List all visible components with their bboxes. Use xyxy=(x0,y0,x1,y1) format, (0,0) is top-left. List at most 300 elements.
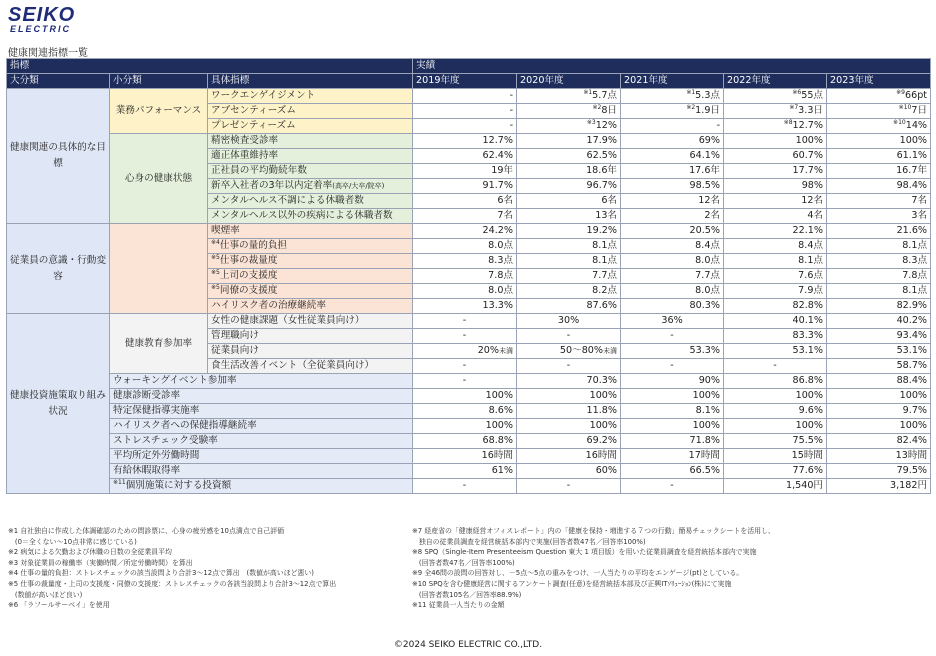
header-year: 2019年度 xyxy=(413,74,517,89)
indicator-label xyxy=(110,449,413,464)
value-text: 100% xyxy=(485,420,514,431)
indicator-label xyxy=(208,134,413,149)
table-row xyxy=(7,404,931,419)
footnote-ref: ※2 xyxy=(686,104,696,111)
value-cell xyxy=(517,299,621,314)
value-text: 20% xyxy=(477,345,500,356)
value-cell xyxy=(517,209,621,224)
indicator-label xyxy=(110,404,413,419)
value-text: 64.1% xyxy=(689,150,721,161)
value-cell xyxy=(517,269,621,284)
value-text: - xyxy=(773,360,777,371)
value-cell xyxy=(413,284,517,299)
value-text: 53.1% xyxy=(896,345,928,356)
value-text: 16時間 xyxy=(585,450,618,461)
indicator-label-text: 管理職向け xyxy=(211,330,259,341)
value-text: 88.4% xyxy=(896,375,928,386)
indicator-label-text: ハイリスク者の治療継続率 xyxy=(211,300,326,311)
footnote-ref: ※5 xyxy=(211,269,220,276)
value-cell xyxy=(517,104,621,119)
value-text: 98.4% xyxy=(896,180,928,191)
indicator-label-text: ストレスチェック受験率 xyxy=(113,435,218,446)
value-cell xyxy=(413,194,517,209)
value-cell xyxy=(413,269,517,284)
value-text: 77.6% xyxy=(792,465,824,476)
value-text: 93.4% xyxy=(896,330,928,341)
value-text: 9.7% xyxy=(902,405,928,416)
value-cell xyxy=(517,284,621,299)
footnote-ref: ※2 xyxy=(592,104,602,111)
value-cell xyxy=(413,404,517,419)
value-text: 62.5% xyxy=(586,150,618,161)
indicator-label-text: ハイリスク者への保健指導継続率 xyxy=(113,420,257,431)
value-cell xyxy=(827,299,931,314)
header-major: 大分類 xyxy=(7,74,110,89)
minor-category: 業務パフォーマンス xyxy=(110,89,208,134)
table-row xyxy=(7,479,931,494)
value-cell xyxy=(724,419,827,434)
value-text: 17.6年 xyxy=(689,165,721,176)
value-text: 8.3点 xyxy=(902,255,928,266)
value-cell xyxy=(621,419,724,434)
value-text: 8日 xyxy=(601,105,618,116)
value-cell xyxy=(621,449,724,464)
value-cell xyxy=(413,359,517,374)
value-text: 12名 xyxy=(698,195,721,206)
table-row xyxy=(7,374,931,389)
footnote-ref: ※10 xyxy=(893,119,906,126)
value-cell xyxy=(517,344,621,359)
major-category: 健康関連の具体的な目標 xyxy=(7,89,110,224)
value-text: 17.7% xyxy=(792,165,824,176)
table-row xyxy=(7,434,931,449)
indicator-label xyxy=(110,434,413,449)
value-text: 82.9% xyxy=(896,300,928,311)
value-cell xyxy=(724,269,827,284)
value-cell xyxy=(827,434,931,449)
indicator-label xyxy=(208,149,413,164)
indicator-label xyxy=(208,344,413,359)
value-text: 69% xyxy=(698,135,721,146)
indicator-label xyxy=(110,479,413,494)
value-text: 61% xyxy=(491,465,514,476)
value-cell xyxy=(413,149,517,164)
value-cell xyxy=(724,329,827,344)
value-cell xyxy=(621,329,724,344)
value-cell xyxy=(517,449,621,464)
value-text: 36% xyxy=(661,315,683,326)
value-cell xyxy=(621,119,724,134)
value-text: 8.2点 xyxy=(592,285,618,296)
indicator-label-text: 同僚の支援度 xyxy=(219,285,278,296)
value-text: 82.4% xyxy=(896,435,928,446)
indicator-label xyxy=(208,239,413,254)
value-cell xyxy=(827,389,931,404)
value-cell xyxy=(827,89,931,104)
value-text: 8.1点 xyxy=(592,255,618,266)
indicator-label-text: 精密検査受診率 xyxy=(211,135,279,146)
value-cell xyxy=(621,224,724,239)
value-text: 61.1% xyxy=(896,150,928,161)
value-text: 100% xyxy=(692,420,721,431)
indicator-label-text: 女性の健康課題（女性従業員向け） xyxy=(211,315,365,326)
indicator-label xyxy=(110,374,413,389)
value-text: 100% xyxy=(899,390,928,401)
value-cell xyxy=(413,434,517,449)
value-cell xyxy=(827,179,931,194)
indicator-label-text: 従業員向け xyxy=(211,345,259,356)
value-text: 100% xyxy=(899,135,928,146)
indicator-label xyxy=(208,224,413,239)
value-cell xyxy=(413,464,517,479)
minor-category: 健康教育参加率 xyxy=(110,314,208,374)
footnote-line: ※3 対象従業員の稼働率（実働時間／所定労働時間）を算出 xyxy=(8,558,193,567)
value-text: 62.4% xyxy=(482,150,514,161)
value-text: 17.9% xyxy=(586,135,618,146)
footnote-line: (回答者数47名／回答率100%) xyxy=(412,558,515,567)
indicator-label xyxy=(208,314,413,329)
value-text: - xyxy=(462,360,467,371)
value-text: 1.9日 xyxy=(695,105,721,116)
value-cell xyxy=(517,254,621,269)
value-text: 16時間 xyxy=(481,450,514,461)
footnote-line: ※11 従業員一人当たりの金額 xyxy=(412,601,505,610)
value-text: 58.7% xyxy=(896,360,928,371)
value-text: 7.7点 xyxy=(695,270,721,281)
value-cell xyxy=(621,404,724,419)
value-cell xyxy=(517,239,621,254)
value-text: 17時間 xyxy=(688,450,721,461)
value-text: 91.7% xyxy=(482,180,514,191)
value-cell xyxy=(413,119,517,134)
value-text: 5.7点 xyxy=(592,90,618,101)
major-category: 健康投資施策取り組み状況 xyxy=(7,314,110,494)
value-cell xyxy=(621,179,724,194)
indicator-label-text: 仕事の裁量度 xyxy=(219,255,278,266)
footnote-ref: ※5 xyxy=(211,284,220,291)
footnote-ref: ※6 xyxy=(792,89,802,96)
value-text: 8.1点 xyxy=(902,240,928,251)
value-cell xyxy=(827,224,931,239)
company-logo xyxy=(8,6,118,32)
value-cell xyxy=(413,449,517,464)
value-cell xyxy=(517,314,621,329)
value-text: 96.7% xyxy=(586,180,618,191)
value-text: - xyxy=(670,360,674,371)
value-text: - xyxy=(462,330,467,341)
indicator-label-text: 有給休暇取得率 xyxy=(113,465,181,476)
value-cell xyxy=(621,134,724,149)
value-text: 22.1% xyxy=(792,225,824,236)
value-cell xyxy=(827,119,931,134)
indicator-label xyxy=(208,209,413,224)
value-text: 100% xyxy=(795,420,824,431)
value-cell xyxy=(827,149,931,164)
indicator-label-text: 適正体重維持率 xyxy=(211,150,279,161)
value-text: 8.4点 xyxy=(695,240,721,251)
value-cell xyxy=(724,149,827,164)
value-text: 98% xyxy=(801,180,824,191)
value-text: 100% xyxy=(589,420,618,431)
value-text: 7名 xyxy=(911,195,928,206)
value-text: 100% xyxy=(589,390,618,401)
header-actual: 実績 xyxy=(413,59,931,74)
value-cell xyxy=(517,224,621,239)
value-text: 79.5% xyxy=(896,465,928,476)
value-text: 8.0点 xyxy=(695,285,721,296)
value-cell xyxy=(621,104,724,119)
header-row-1 xyxy=(7,59,931,74)
indicator-label-text: アブセンティーズム xyxy=(211,105,296,116)
value-cell xyxy=(724,209,827,224)
table-row xyxy=(7,134,931,149)
value-text: 8.1% xyxy=(695,405,721,416)
value-cell xyxy=(621,164,724,179)
value-cell xyxy=(724,434,827,449)
header-indicator: 指標 xyxy=(7,59,413,74)
value-text: 12.7% xyxy=(482,135,514,146)
value-text: 7.8点 xyxy=(488,270,514,281)
value-text: 19.2% xyxy=(586,225,618,236)
value-cell xyxy=(827,269,931,284)
value-text: 66pt xyxy=(904,90,928,101)
value-cell xyxy=(413,479,517,494)
indicator-label-text: メンタルヘルス不調による休職者数 xyxy=(211,195,364,206)
value-text: 8.0点 xyxy=(488,285,514,296)
major-category: 従業員の意識・行動変容 xyxy=(7,224,110,314)
footnote-line: 独自の従業員調査を経営統括本部内で実施(回答者数47名／回答率100%) xyxy=(412,537,646,546)
value-cell xyxy=(413,344,517,359)
logo-line2: ELECTRIC xyxy=(10,24,71,34)
value-cell xyxy=(724,479,827,494)
value-cell xyxy=(827,374,931,389)
notes-left xyxy=(8,526,398,611)
value-cell xyxy=(413,314,517,329)
indicator-label xyxy=(208,179,413,194)
footnote-line: ※5 仕事の裁量度・上司の支援度・同僚の支援度：ストレスチェックの各該当設問より合計3～12点で算出 xyxy=(8,579,337,588)
value-text: 8.0点 xyxy=(695,255,721,266)
value-cell xyxy=(724,89,827,104)
value-text: 7.7点 xyxy=(592,270,618,281)
indicator-label xyxy=(110,419,413,434)
value-text: - xyxy=(509,90,514,101)
value-text: - xyxy=(716,120,721,131)
value-cell xyxy=(621,344,724,359)
value-cell xyxy=(827,314,931,329)
value-text: 7日 xyxy=(911,105,928,116)
minor-category: 心身の健康状態 xyxy=(110,134,208,224)
value-text: 13時間 xyxy=(895,450,928,461)
table-row xyxy=(7,464,931,479)
value-text: 100% xyxy=(795,390,824,401)
value-cell xyxy=(827,209,931,224)
indicator-label xyxy=(208,119,413,134)
indicator-label-text: 上司の支援度 xyxy=(219,270,278,281)
indicator-label xyxy=(208,269,413,284)
header-year: 2021年度 xyxy=(621,74,724,89)
value-cell xyxy=(413,134,517,149)
value-text: 70.3% xyxy=(586,375,618,386)
value-text: - xyxy=(566,360,571,371)
value-text: 3名 xyxy=(911,210,928,221)
value-text: - xyxy=(509,120,514,131)
header-specific: 具体指標 xyxy=(208,74,413,89)
indicator-label-text: メンタルヘルス以外の疾病による休職者数 xyxy=(211,210,393,221)
value-cell xyxy=(517,149,621,164)
table-row xyxy=(7,419,931,434)
indicator-label xyxy=(208,89,413,104)
value-text: 20.5% xyxy=(689,225,721,236)
indicator-label-text: 特定保健指導実施率 xyxy=(113,405,200,416)
indicator-label-text: プレゼンティーズム xyxy=(211,120,296,131)
indicator-label-text: ウォーキングイベント参加率 xyxy=(113,375,237,386)
footnote-line: ※6 「ラフールサーベイ」を使用 xyxy=(8,601,110,610)
indicator-label xyxy=(208,284,413,299)
value-text: 75.5% xyxy=(792,435,824,446)
value-text: 80.3% xyxy=(689,300,721,311)
indicator-label-text: 正社員の平均勤続年数 xyxy=(211,165,307,176)
value-cell xyxy=(724,164,827,179)
value-text: 69.2% xyxy=(586,435,618,446)
value-text: - xyxy=(566,480,571,491)
value-text: 8.1点 xyxy=(592,240,618,251)
value-cell xyxy=(724,389,827,404)
value-cell xyxy=(621,254,724,269)
value-cell xyxy=(517,119,621,134)
value-text: 8.1点 xyxy=(798,255,824,266)
value-text: 53.1% xyxy=(792,345,824,356)
value-cell xyxy=(621,359,724,374)
value-cell xyxy=(517,389,621,404)
logo-line1: SEIKO xyxy=(8,4,76,26)
value-text: 14% xyxy=(905,120,928,131)
value-cell xyxy=(517,194,621,209)
value-text: 8.1点 xyxy=(902,285,928,296)
value-cell xyxy=(724,284,827,299)
value-text: 21.6% xyxy=(896,225,928,236)
value-text: 68.8% xyxy=(482,435,514,446)
value-cell xyxy=(517,419,621,434)
value-unit: 未満 xyxy=(499,347,514,355)
value-text: 98.5% xyxy=(689,180,721,191)
footnote-ref: ※5 xyxy=(211,254,220,261)
value-text: - xyxy=(670,330,674,341)
value-cell xyxy=(827,359,931,374)
footnote-line: (0＝全くない～10点非常に感じている) xyxy=(8,537,137,546)
value-cell xyxy=(413,239,517,254)
indicator-label-note: (高卒/大卒/院卒) xyxy=(332,182,385,190)
value-cell xyxy=(827,254,931,269)
value-text: 8.0点 xyxy=(488,240,514,251)
value-text: 53.3% xyxy=(689,345,721,356)
value-cell xyxy=(621,434,724,449)
footnote-line: ※10 SPQを含む健康経営に関するアンケート調査(任意)を経営統括本部及び正興ITｿﾘｭｰｼｮﾝ(株)にて実施 xyxy=(412,579,732,588)
copyright-footer: ©2024 SEIKO ELECTRIC CO.,LTD. xyxy=(393,640,543,650)
header-year: 2022年度 xyxy=(724,74,827,89)
value-cell xyxy=(413,89,517,104)
value-cell xyxy=(724,239,827,254)
indicator-label xyxy=(208,359,413,374)
value-text: 8.6% xyxy=(488,405,514,416)
value-cell xyxy=(827,194,931,209)
value-text: 100% xyxy=(795,135,824,146)
value-text: 12名 xyxy=(801,195,824,206)
value-text: 71.8% xyxy=(689,435,721,446)
value-cell xyxy=(517,434,621,449)
footnote-ref: ※9 xyxy=(896,89,905,96)
value-cell xyxy=(621,89,724,104)
value-text: 12.7% xyxy=(792,120,824,131)
value-text: 55点 xyxy=(801,90,824,101)
value-text: 90% xyxy=(698,375,721,386)
value-cell xyxy=(724,179,827,194)
footnote-line: ※9 全46問の設問の回答対し、－5点～5点の重みをつけ、一人当たりの平均をエンゲージ(pt)としている。 xyxy=(412,569,744,578)
value-cell xyxy=(827,419,931,434)
footnote-ref: ※11 xyxy=(113,479,126,486)
value-cell xyxy=(724,314,827,329)
footnote-line: (数値が高いほど良い) xyxy=(8,590,83,599)
value-cell xyxy=(413,419,517,434)
value-cell xyxy=(413,209,517,224)
header-year: 2023年度 xyxy=(827,74,931,89)
value-cell xyxy=(621,239,724,254)
footnote-ref: ※8 xyxy=(783,119,793,126)
footnote-line: ※7 経産省の「健康経営オフィスレポート」内の「健康を保持・増進する７つの行動」簡易チェックシートを活用し、 xyxy=(412,527,775,535)
footnote-ref: ※7 xyxy=(789,104,799,111)
value-cell xyxy=(621,269,724,284)
header-row-2 xyxy=(7,74,931,89)
value-cell xyxy=(621,194,724,209)
value-cell xyxy=(724,119,827,134)
footnote-line: (回答者数105名／回答率88.9%) xyxy=(412,590,522,599)
value-cell xyxy=(827,329,931,344)
footnote-line: ※4 仕事の量的負担：ストレスチェックの該当設問より合計3～12点で算出 (数値が高いほど悪い) xyxy=(8,569,314,578)
table-row xyxy=(7,389,931,404)
value-cell xyxy=(724,449,827,464)
table-row xyxy=(7,89,931,104)
notes-right xyxy=(412,526,932,611)
indicator-label xyxy=(208,299,413,314)
value-cell xyxy=(827,134,931,149)
value-cell xyxy=(827,479,931,494)
value-text: 6名 xyxy=(601,195,618,206)
value-text: 4名 xyxy=(807,210,824,221)
value-text: 7.9点 xyxy=(798,285,824,296)
value-cell xyxy=(621,149,724,164)
value-text: 60% xyxy=(595,465,618,476)
footnote-ref: ※1 xyxy=(686,89,696,96)
value-cell xyxy=(724,254,827,269)
value-cell xyxy=(724,404,827,419)
value-text: 24.2% xyxy=(482,225,514,236)
value-cell xyxy=(724,344,827,359)
value-text: - xyxy=(566,330,571,341)
indicator-label xyxy=(110,389,413,404)
value-cell xyxy=(413,254,517,269)
table-row xyxy=(7,224,931,239)
value-cell xyxy=(517,359,621,374)
header-minor: 小分類 xyxy=(110,74,208,89)
minor-category xyxy=(110,224,208,314)
value-cell xyxy=(517,329,621,344)
value-text: 18.6年 xyxy=(586,165,618,176)
value-cell xyxy=(724,134,827,149)
value-cell xyxy=(621,299,724,314)
indicator-label xyxy=(208,164,413,179)
value-text: 87.6% xyxy=(586,300,618,311)
value-cell xyxy=(827,344,931,359)
value-cell xyxy=(724,194,827,209)
